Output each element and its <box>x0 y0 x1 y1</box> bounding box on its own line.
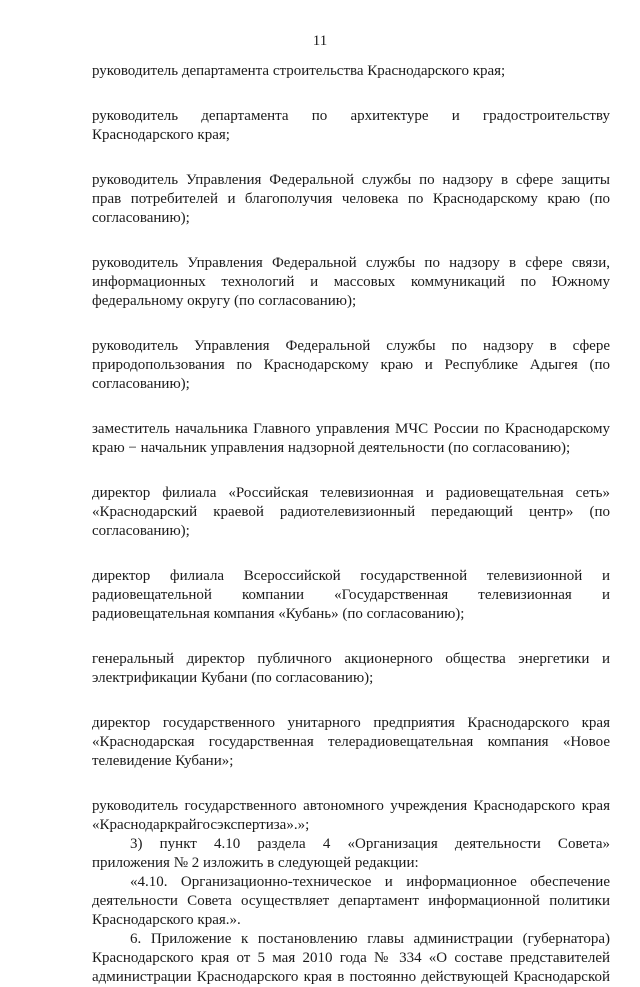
text-line: руководитель департамента строительства Краснодарского края; <box>92 63 506 79</box>
paragraph <box>92 420 610 458</box>
paragraph <box>92 930 610 987</box>
paragraph <box>92 337 610 394</box>
text-line: «Краснодарский краевой радиотелевизионный передающий центр» (по <box>92 504 610 520</box>
paragraph <box>92 650 610 688</box>
page-number: 11 <box>312 33 328 49</box>
text-line: Краснодарского края; <box>92 127 230 143</box>
text-line: руководитель Управления Федеральной службы по надзору в сфере <box>92 338 610 354</box>
paragraph <box>92 873 610 930</box>
text-line: директор государственного унитарного предприятия Краснодарского края <box>92 715 610 731</box>
text-line: приложения № 2 изложить в следующей редакции: <box>92 855 419 871</box>
text-line: «Краснодарская государственная телерадиовещательная компания «Новое <box>92 734 610 750</box>
text-line: согласованию); <box>92 376 190 392</box>
text-line: генеральный директор публичного акционерного общества энергетики и <box>92 651 610 667</box>
paragraph <box>92 62 610 81</box>
text-line: руководитель государственного автономного учреждения Краснодарского края <box>92 798 610 814</box>
paragraph <box>92 254 610 311</box>
text-line: радиовещательная компания «Кубань» (по согласованию); <box>92 606 465 622</box>
text-line: «Краснодаркрайгосэкспертиза».»; <box>92 817 310 833</box>
paragraph <box>92 835 610 873</box>
text-line: телевидение Кубани»; <box>92 753 234 769</box>
text-line: краю − начальник управления надзорной деятельности (по согласованию); <box>92 440 571 456</box>
text-line: руководитель Управления Федеральной службы по надзору в сфере защиты <box>92 172 610 188</box>
text-line: радиовещательной компании «Государственная телевизионная и <box>92 587 610 603</box>
text-line: Краснодарского края.». <box>92 912 241 928</box>
text-line: прав потребителей и благополучия человека по Краснодарскому краю (по <box>92 191 610 207</box>
text-line: «4.10. Организационно-техническое и информационное обеспечение <box>130 874 610 890</box>
text-line: согласованию); <box>92 523 190 539</box>
paragraph <box>92 567 610 624</box>
text-line: согласованию); <box>92 210 190 226</box>
text-line: администрации Краснодарского края в постоянно действующей Краснодарской <box>92 969 610 985</box>
text-line: информационных технологий и массовых коммуникаций по Южному <box>92 274 610 290</box>
paragraph <box>92 797 610 835</box>
text-line: руководитель департамента по архитектуре и градостроительству <box>92 108 610 124</box>
text-line: руководитель Управления Федеральной службы по надзору в сфере связи, <box>92 255 610 271</box>
text-line: Краснодарского края от 5 мая 2010 года № 334 «О составе представителей <box>92 950 610 966</box>
text-line: природопользования по Краснодарскому краю и Республике Адыгея (по <box>92 357 610 373</box>
document-body <box>92 62 610 987</box>
text-line: заместитель начальника Главного управления МЧС России по Краснодарскому <box>92 421 610 437</box>
text-line: деятельности Совета осуществляет департамент информационной политики <box>92 893 610 909</box>
text-line: федеральному округу (по согласованию); <box>92 293 357 309</box>
text-line: 6. Приложение к постановлению главы администрации (губернатора) <box>130 931 610 947</box>
paragraph <box>92 714 610 771</box>
paragraph <box>92 171 610 228</box>
text-line: директор филиала Всероссийской государственной телевизионной и <box>92 568 610 584</box>
paragraph <box>92 107 610 145</box>
text-line: 3) пункт 4.10 раздела 4 «Организация деятельности Совета» <box>130 836 610 852</box>
text-line: директор филиала «Российская телевизионная и радиовещательная сеть» <box>92 485 610 501</box>
paragraph <box>92 484 610 541</box>
text-line: электрификации Кубани (по согласованию); <box>92 670 374 686</box>
